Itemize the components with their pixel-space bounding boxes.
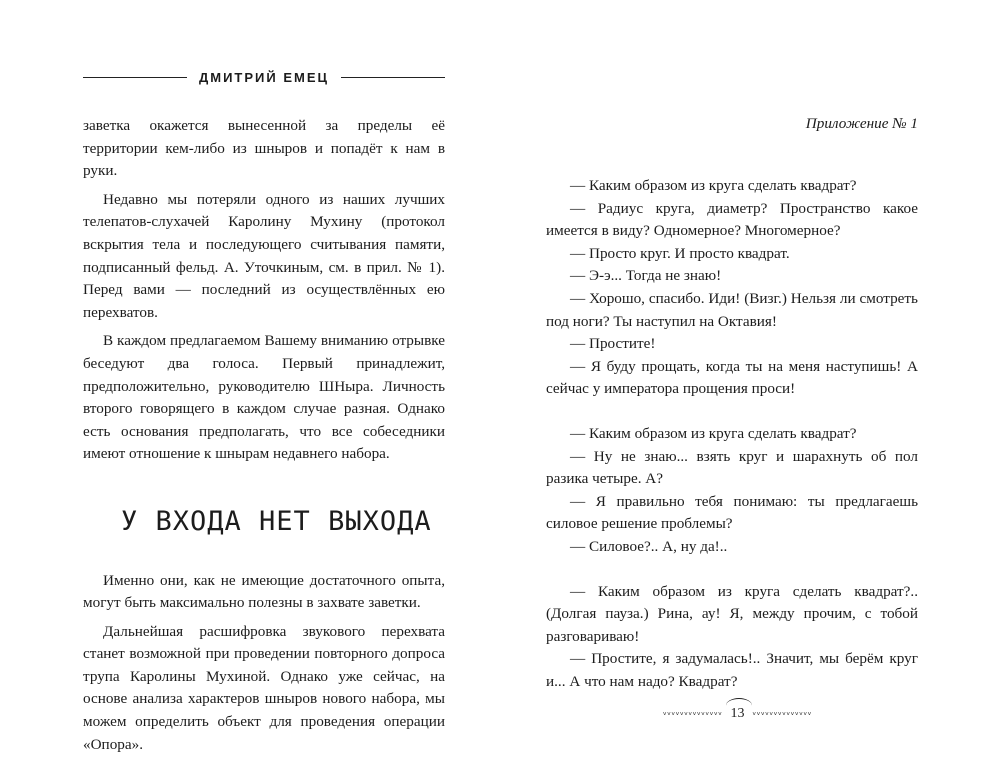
paragraph: В каждом предлагаемом Вашему вниманию отрывке беседуют два голоса. Первый принадлежит, предположительно, руководителю ШНыра. Личность второго говорящего в каждом случае разная. Однако есть основания предполагать, что все собеседники имеют отношение к шнырам недавнего набора. [83, 332, 445, 463]
page-number-arc [726, 698, 752, 713]
dialog-separator [546, 559, 918, 581]
paragraph: Именно они, как не имеющие достаточного опыта, могут быть максимально полезны в захвате заветки. [83, 571, 445, 612]
dialog-line: — Я правильно тебя понимаю: ты предлагаешь силовое решение проблемы? [546, 492, 918, 533]
dialog-line: — Я буду прощать, когда ты на меня наступишь! А сейчас у императора прощения проси! [546, 357, 918, 398]
paragraph: заветка окажется вынесенной за пределы её территории кем-либо из шныров и попадёт к нам в руки. [83, 117, 445, 180]
right-text-column [546, 175, 918, 693]
left-text-column [83, 115, 445, 756]
dialog-block [546, 581, 918, 694]
section-title: У ВХОДА НЕТ ВЫХОДА [121, 505, 432, 537]
page-number: 13 [730, 706, 745, 721]
dialog-line: — Каким образом из круга сделать квадрат? [570, 424, 857, 442]
header-rule-left [83, 77, 187, 78]
dialog-line: — Просто круг. И просто квадрат. [570, 244, 790, 262]
dialog-line: — Силовое?.. А, ну да!.. [570, 537, 728, 555]
appendix-label: Приложение № 1 [805, 115, 918, 132]
dialog-block [546, 175, 918, 401]
dialog-block [546, 423, 918, 559]
right-page [500, 0, 1000, 776]
page-number-footer [635, 692, 840, 722]
ornament-left: ᵥᵥᵥᵥᵥᵥᵥᵥᵥᵥᵥᵥᵥᵥ [662, 708, 723, 718]
dialog-line: — Ну не знаю... взять круг и шарахнуть об пол разика четыре. А? [546, 447, 918, 488]
dialog-line: — Э-э... Тогда не знаю! [570, 267, 722, 285]
author-name: ДМИТРИЙ ЕМЕЦ [199, 70, 330, 85]
header-rule-right [341, 77, 445, 78]
paragraph: Дальнейшая расшифровка звукового перехвата станет возможной при проведении повторного допроса трупа Каролины Мухиной. Однако уже сейчас, на основе анализа характеров шныров нового набора, мы можем определить объект для проведения операции «Опора». [83, 622, 445, 753]
dialog-line: — Простите! [570, 335, 656, 353]
dialog-line: — Хорошо, спасибо. Иди! (Визг.) Нельзя ли смотреть под ноги? Ты наступил на Октавия! [546, 289, 918, 330]
dialog-line: — Каким образом из круга сделать квадрат? [570, 177, 857, 194]
page-number-wrap [731, 704, 745, 722]
running-header [83, 70, 445, 85]
paragraph: Недавно мы потеряли одного из наших лучших телепатов-слухачей Каролину Мухину (протокол вскрытия тела и последующего считывания памяти, подписанный фельд. А. Уточкиным, см. в прил. № 1). Перед вами — последний из осуществлённых ею перехватов. [83, 190, 445, 321]
dialog-line: — Радиус круга, диаметр? Пространство какое имеется в виду? Одномерное? Многомерное? [546, 199, 918, 240]
dialog-line: — Простите, я задумалась!.. Значит, мы берём круг и... А что нам надо? Квадрат? [546, 650, 918, 690]
dialog-line: — Каким образом из круга сделать квадрат?.. (Долгая пауза.) Рина, ау! Я, между прочим, с тобой разговариваю! [546, 582, 918, 645]
dialog-separator [546, 401, 918, 423]
ornament-right: ᵥᵥᵥᵥᵥᵥᵥᵥᵥᵥᵥᵥᵥᵥ [752, 708, 813, 718]
